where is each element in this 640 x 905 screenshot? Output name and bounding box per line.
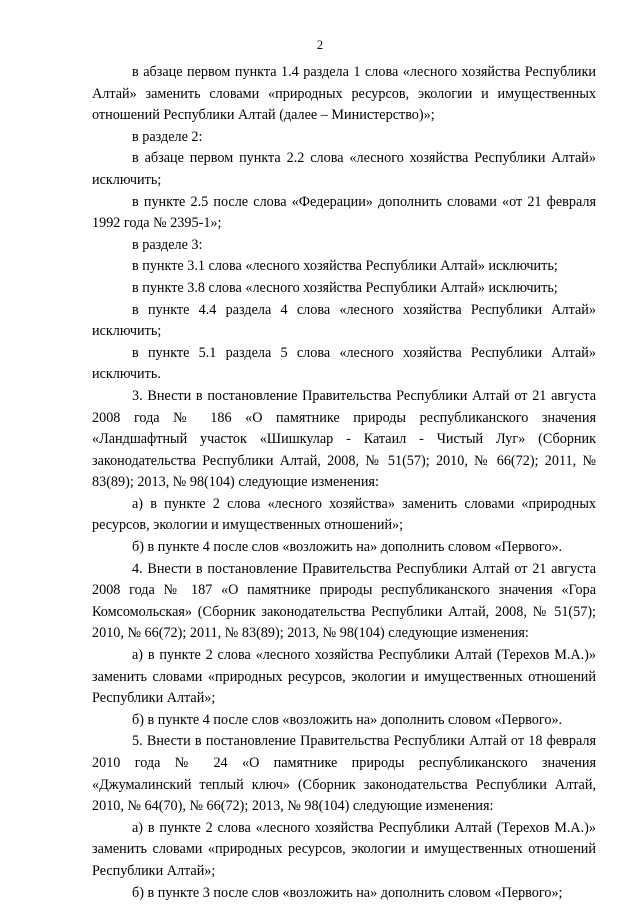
paragraph: в разделе 2: xyxy=(132,128,203,145)
paragraph: в абзаце первом пункта 1.4 раздела 1 слова «лесного хозяйства Республики Алтай» заменить словами «природных ресурсов, экологии и имущественных отношений Республики Алтай (далее – Министерство)»; xyxy=(92,64,596,124)
paragraph: в пункте 4.4 раздела 4 слова «лесного хозяйства Республики Алтай» исключить; xyxy=(92,301,596,340)
paragraph: в разделе 3: xyxy=(132,236,203,253)
document-body xyxy=(92,62,596,904)
paragraph: а) в пункте 2 слова «лесного хозяйства» заменить словами «природных ресурсов, экологии и имущественных отношений»; xyxy=(92,495,596,534)
paragraph: б) в пункте 4 после слов «возложить на» дополнить словом «Первого». xyxy=(132,711,563,728)
paragraph: в пункте 5.1 раздела 5 слова «лесного хозяйства Республики Алтай» исключить. xyxy=(92,344,596,383)
paragraph: 3. Внести в постановление Правительства Республики Алтай от 21 августа 2008 года № 186 «О памятнике природы республиканского значения «Ландшафтный участок «Шишкулар - Катаил - Чистый Луг» (Сборник законодательства Республики Алтай, 2008, № 51(57); 2010, № 66(72); 2011, № 83(89); 2013, № 98(104) следующие изменения: xyxy=(92,387,596,491)
paragraph: в пункте 3.1 слова «лесного хозяйства Республики Алтай» исключить; xyxy=(132,258,558,275)
page-number: 2 xyxy=(316,38,324,52)
paragraph: а) в пункте 2 слова «лесного хозяйства Республики Алтай (Терехов М.А.)» заменить словами «природных ресурсов, экологии и имущественных отношений Республики Алтай»; xyxy=(92,819,596,879)
paragraph: 4. Внести в постановление Правительства Республики Алтай от 21 августа 2008 года № 187 «О памятнике природы республиканского значения «Гора Комсомольская» (Сборник законодательства Республики Алтай, 2008, № 51(57); 2010, № 66(72); 2011, № 83(89); 2013, № 98(104) следующие изменения: xyxy=(92,560,596,642)
paragraph: в пункте 3.8 слова «лесного хозяйства Республики Алтай» исключить; xyxy=(132,279,558,296)
paragraph: 5. Внести в постановление Правительства Республики Алтай от 18 февраля 2010 года № 24 «О памятнике природы республиканского значения «Джумалинский теплый ключ» (Сборник законодательства Республики Алтай, 2010, № 64(70), № 66(72); 2013, № 98(104) следующие изменения: xyxy=(92,733,596,815)
paragraph: в пункте 2.5 после слова «Федерации» дополнить словами «от 21 февраля 1992 года № 2395-1»; xyxy=(92,193,596,232)
paragraph: в абзаце первом пункта 2.2 слова «лесного хозяйства Республики Алтай» исключить; xyxy=(92,150,596,188)
paragraph: б) в пункте 3 после слов «возложить на» дополнить словом «Первого»; xyxy=(132,884,563,901)
paragraph: б) в пункте 4 после слов «возложить на» дополнить словом «Первого». xyxy=(132,539,563,556)
paragraph: а) в пункте 2 слова «лесного хозяйства Республики Алтай (Терехов М.А.)» заменить словами «природных ресурсов, экологии и имущественных отношений Республики Алтай»; xyxy=(92,647,596,707)
